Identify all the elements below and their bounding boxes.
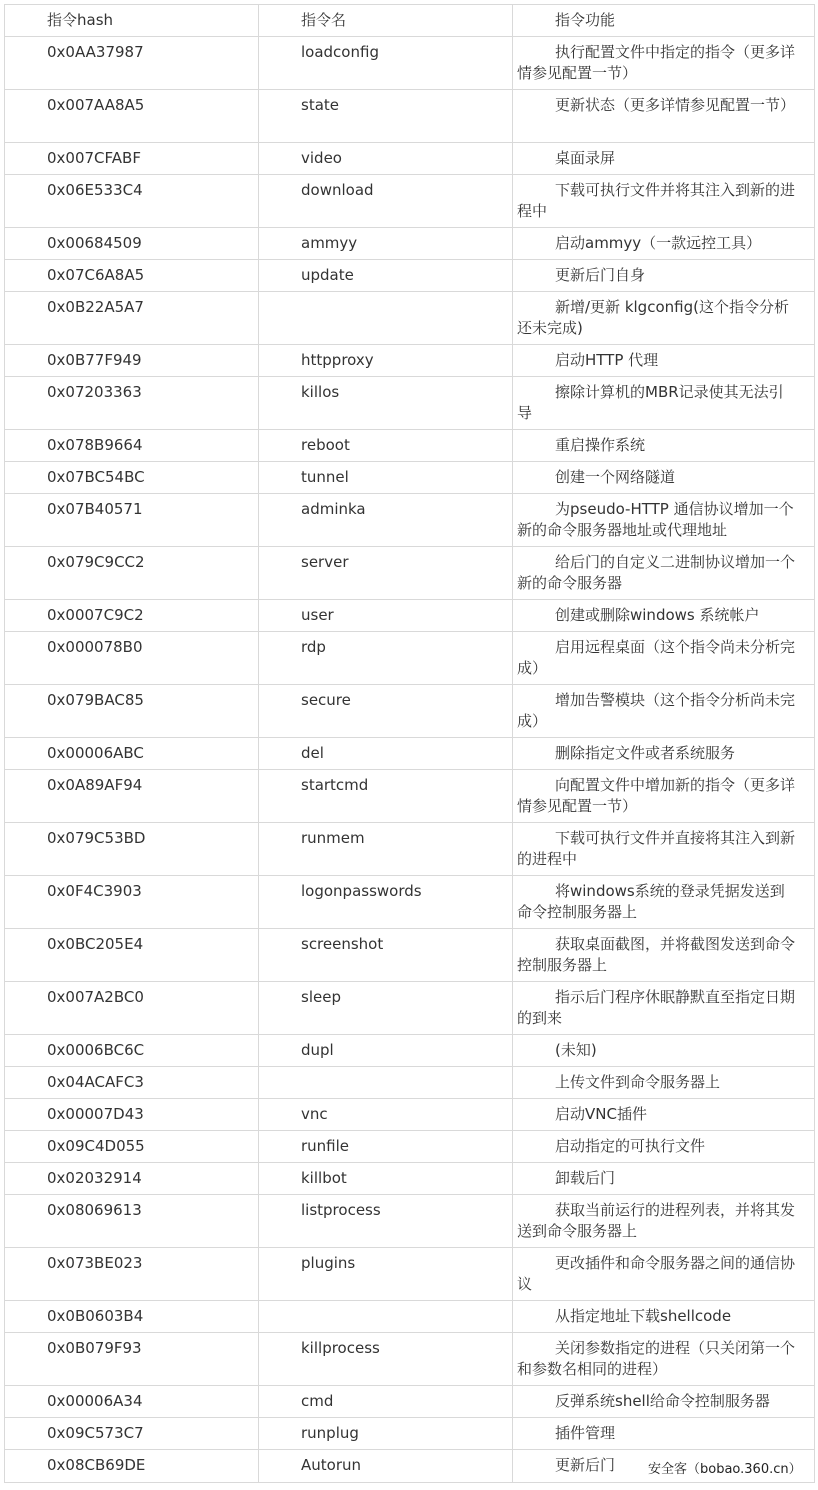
cell-hash: 0x09C573C7	[5, 1418, 259, 1450]
table-row	[5, 1163, 815, 1195]
cell-hash: 0x007CFABF	[5, 143, 259, 175]
cell-function: 桌面录屏	[513, 143, 815, 175]
table-row	[5, 1067, 815, 1099]
cell-name: httpproxy	[259, 345, 513, 377]
table-row	[5, 632, 815, 685]
cell-hash: 0x07C6A8A5	[5, 260, 259, 292]
cell-function: 插件管理	[513, 1418, 815, 1450]
cell-function: 反弹系统shell给命令控制服务器	[513, 1386, 815, 1418]
cell-function: 关闭参数指定的进程（只关闭第一个和参数名相同的进程）	[513, 1333, 815, 1386]
cell-function: 下载可执行文件并直接将其注入到新的进程中	[513, 823, 815, 876]
cell-name: runplug	[259, 1418, 513, 1450]
table-row	[5, 430, 815, 462]
cell-name: cmd	[259, 1386, 513, 1418]
table-row	[5, 600, 815, 632]
cell-function: 重启操作系统	[513, 430, 815, 462]
cell-name: secure	[259, 685, 513, 738]
cell-hash: 0x00006A34	[5, 1386, 259, 1418]
table-row	[5, 1195, 815, 1248]
cell-function: 启动VNC插件	[513, 1099, 815, 1131]
table-row	[5, 1386, 815, 1418]
table-row	[5, 1301, 815, 1333]
cell-function: 启动HTTP 代理	[513, 345, 815, 377]
cell-name: plugins	[259, 1248, 513, 1301]
cell-function: 从指定地址下载shellcode	[513, 1301, 815, 1333]
cell-hash: 0x0B0603B4	[5, 1301, 259, 1333]
table-row	[5, 494, 815, 547]
cell-name: rdp	[259, 632, 513, 685]
cell-hash: 0x007A2BC0	[5, 982, 259, 1035]
cell-name: killbot	[259, 1163, 513, 1195]
cell-hash: 0x0A89AF94	[5, 770, 259, 823]
cell-hash: 0x04ACAFC3	[5, 1067, 259, 1099]
cell-hash: 0x0B77F949	[5, 345, 259, 377]
cell-function: (未知)	[513, 1035, 815, 1067]
cell-function: 获取桌面截图，并将截图发送到命令控制服务器上	[513, 929, 815, 982]
table-row	[5, 292, 815, 345]
table-row	[5, 1131, 815, 1163]
cell-name: download	[259, 175, 513, 228]
table-row	[5, 1418, 815, 1450]
cell-hash: 0x08CB69DE	[5, 1450, 259, 1483]
cell-function: 卸载后门	[513, 1163, 815, 1195]
cell-function: 删除指定文件或者系统服务	[513, 738, 815, 770]
cell-hash: 0x0B079F93	[5, 1333, 259, 1386]
cell-hash: 0x0AA37987	[5, 37, 259, 90]
cell-function: 为pseudo-HTTP 通信协议增加一个新的命令服务器地址或代理地址	[513, 494, 815, 547]
cell-name: loadconfig	[259, 37, 513, 90]
table-row	[5, 377, 815, 430]
table-row	[5, 929, 815, 982]
cell-hash: 0x0006BC6C	[5, 1035, 259, 1067]
cell-name: vnc	[259, 1099, 513, 1131]
table-header-row	[5, 5, 815, 37]
cell-function: 下载可执行文件并将其注入到新的进程中	[513, 175, 815, 228]
table-row	[5, 175, 815, 228]
cell-function: 将windows系统的登录凭据发送到命令控制服务器上	[513, 876, 815, 929]
table-row	[5, 260, 815, 292]
cell-function: 向配置文件中增加新的指令（更多详情参见配置一节）	[513, 770, 815, 823]
cell-hash: 0x00684509	[5, 228, 259, 260]
cell-hash: 0x00007D43	[5, 1099, 259, 1131]
cell-function: 创建一个网络隧道	[513, 462, 815, 494]
cell-name: state	[259, 90, 513, 143]
cell-hash: 0x07B40571	[5, 494, 259, 547]
table-row	[5, 228, 815, 260]
cell-function: 启动指定的可执行文件	[513, 1131, 815, 1163]
cell-hash: 0x007AA8A5	[5, 90, 259, 143]
cell-hash: 0x079BAC85	[5, 685, 259, 738]
cell-name: killos	[259, 377, 513, 430]
cell-hash: 0x0B22A5A7	[5, 292, 259, 345]
cell-hash: 0x07203363	[5, 377, 259, 430]
cell-hash: 0x079C9CC2	[5, 547, 259, 600]
cell-function: 更新后门	[513, 1450, 815, 1483]
header-function: 指令功能	[513, 5, 815, 37]
cell-hash: 0x079C53BD	[5, 823, 259, 876]
table-row	[5, 345, 815, 377]
cell-name: user	[259, 600, 513, 632]
header-name: 指令名	[259, 5, 513, 37]
cell-function: 获取当前运行的进程列表，并将其发送到命令服务器上	[513, 1195, 815, 1248]
cell-name: Autorun	[259, 1450, 513, 1483]
cell-name	[259, 292, 513, 345]
table-row	[5, 90, 815, 143]
cell-name: logonpasswords	[259, 876, 513, 929]
table-row	[5, 143, 815, 175]
table-row	[5, 1333, 815, 1386]
cell-hash: 0x0007C9C2	[5, 600, 259, 632]
cell-function: 上传文件到命令服务器上	[513, 1067, 815, 1099]
cell-name: adminka	[259, 494, 513, 547]
cell-hash: 0x08069613	[5, 1195, 259, 1248]
cell-function: 创建或删除windows 系统帐户	[513, 600, 815, 632]
cell-name: del	[259, 738, 513, 770]
cell-name: server	[259, 547, 513, 600]
table-row	[5, 462, 815, 494]
cell-name: video	[259, 143, 513, 175]
cell-hash: 0x078B9664	[5, 430, 259, 462]
cell-function: 增加告警模块（这个指令分析尚未完成）	[513, 685, 815, 738]
table-row	[5, 37, 815, 90]
table-row	[5, 738, 815, 770]
table-row	[5, 770, 815, 823]
cell-name: runfile	[259, 1131, 513, 1163]
header-hash: 指令hash	[5, 5, 259, 37]
cell-hash: 0x073BE023	[5, 1248, 259, 1301]
cell-function: 更新后门自身	[513, 260, 815, 292]
cell-hash: 0x000078B0	[5, 632, 259, 685]
cell-name: reboot	[259, 430, 513, 462]
cell-function: 更改插件和命令服务器之间的通信协议	[513, 1248, 815, 1301]
cell-hash: 0x00006ABC	[5, 738, 259, 770]
cell-name: dupl	[259, 1035, 513, 1067]
table-row	[5, 876, 815, 929]
cell-hash: 0x06E533C4	[5, 175, 259, 228]
cell-function: 启动ammyy（一款远控工具）	[513, 228, 815, 260]
cell-name: listprocess	[259, 1195, 513, 1248]
command-table	[4, 4, 815, 1483]
cell-name: sleep	[259, 982, 513, 1035]
table-row	[5, 1248, 815, 1301]
cell-name: startcmd	[259, 770, 513, 823]
cell-name: screenshot	[259, 929, 513, 982]
cell-function: 新增/更新 klgconfig(这个指令分析还未完成)	[513, 292, 815, 345]
cell-name: runmem	[259, 823, 513, 876]
cell-name	[259, 1067, 513, 1099]
cell-hash: 0x0F4C3903	[5, 876, 259, 929]
watermark: 安全客（bobao.360.cn）	[648, 1462, 802, 1477]
cell-name: update	[259, 260, 513, 292]
cell-function: 更新状态（更多详情参见配置一节）	[513, 90, 815, 143]
cell-name	[259, 1301, 513, 1333]
table-row	[5, 547, 815, 600]
table-row	[5, 1099, 815, 1131]
cell-function: 启用远程桌面（这个指令尚未分析完成）	[513, 632, 815, 685]
cell-hash: 0x02032914	[5, 1163, 259, 1195]
cell-function: 给后门的自定义二进制协议增加一个新的命令服务器	[513, 547, 815, 600]
table-row	[5, 685, 815, 738]
cell-name: tunnel	[259, 462, 513, 494]
cell-hash: 0x09C4D055	[5, 1131, 259, 1163]
cell-hash: 0x0BC205E4	[5, 929, 259, 982]
table-row	[5, 823, 815, 876]
cell-function: 擦除计算机的MBR记录使其无法引导	[513, 377, 815, 430]
table-row	[5, 1035, 815, 1067]
cell-function: 指示后门程序休眠静默直至指定日期的到来	[513, 982, 815, 1035]
table-row	[5, 982, 815, 1035]
cell-hash: 0x07BC54BC	[5, 462, 259, 494]
cell-function: 执行配置文件中指定的指令（更多详情参见配置一节）	[513, 37, 815, 90]
cell-name: killprocess	[259, 1333, 513, 1386]
cell-name: ammyy	[259, 228, 513, 260]
